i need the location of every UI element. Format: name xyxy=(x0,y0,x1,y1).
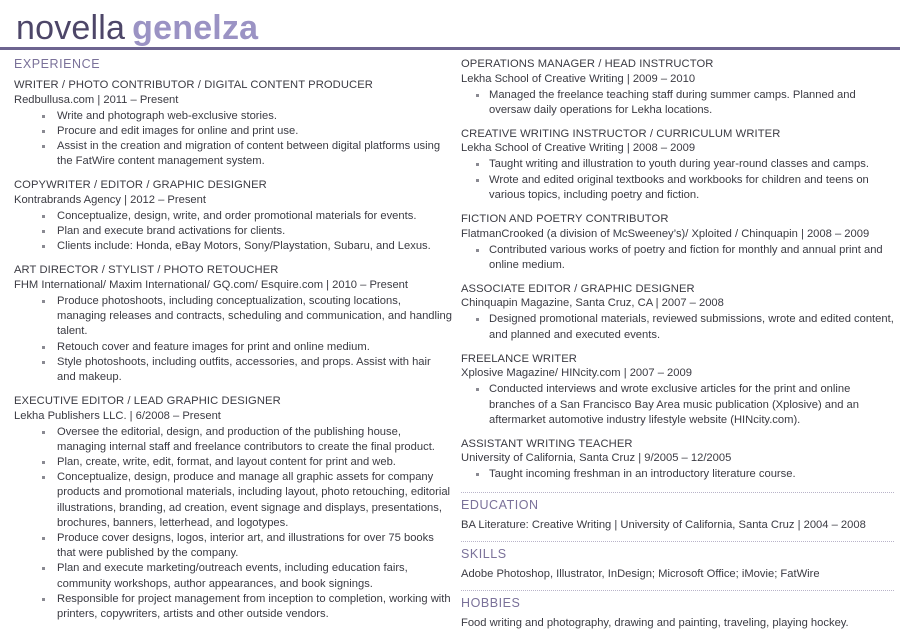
experience-entry xyxy=(461,282,894,343)
entry-bullet-list xyxy=(14,109,452,170)
entry-job-title: EXECUTIVE EDITOR / LEAD GRAPHIC DESIGNER xyxy=(14,395,281,408)
entry-bullet-list xyxy=(14,294,452,385)
entry-organization-dates: Xplosive Magazine/ HINcity.com | 2007 – 2009 xyxy=(461,367,692,380)
entry-bullet-list xyxy=(461,88,894,118)
entry-job-title: FREELANCE WRITER xyxy=(461,352,577,365)
first-name: novella xyxy=(16,9,126,47)
entry-organization-dates: Lekha Publishers LLC. | 6/2008 – Present xyxy=(14,409,221,422)
resume-header xyxy=(0,0,900,47)
entry-bullet: Produce cover designs, logos, interior art, and illustrations for over 75 books that were published by the company. xyxy=(14,531,452,561)
candidate-name xyxy=(16,8,900,48)
entry-bullet: Clients include: Honda, eBay Motors, Sony/Playstation, Subaru, and Lexus. xyxy=(14,239,452,254)
resume-body xyxy=(0,50,900,635)
experience-entry xyxy=(461,437,894,483)
entry-job-title: COPYWRITER / EDITOR / GRAPHIC DESIGNER xyxy=(14,179,267,192)
entry-organization-dates: Redbullusa.com | 2011 – Present xyxy=(14,93,179,106)
entry-bullet: Contributed various works of poetry and fiction for monthly and annual print and online medium. xyxy=(461,243,894,273)
entry-job-title: WRITER / PHOTO CONTRIBUTOR / DIGITAL CONTENT PRODUCER xyxy=(14,79,373,91)
entry-bullet: Style photoshoots, including outfits, accessories, and props. Assist with hair and makeup. xyxy=(14,355,452,385)
right-column xyxy=(452,57,900,635)
entry-job-title: OPERATIONS MANAGER / HEAD INSTRUCTOR xyxy=(461,58,714,70)
entry-bullet: Produce photoshoots, including conceptualization, scouting locations, managing releases and contracts, scheduling and communication, and handling talent. xyxy=(14,294,452,340)
entry-bullet: Oversee the editorial, design, and production of the publishing house, managing internal staff and freelance contributors to create the final product. xyxy=(14,425,452,455)
experience-entries-right xyxy=(461,57,894,483)
section-title-experience: EXPERIENCE xyxy=(14,57,101,71)
entry-job-title: CREATIVE WRITING INSTRUCTOR / CURRICULUM WRITER xyxy=(461,127,781,140)
entry-bullet: Taught writing and illustration to youth during year-round classes and camps. xyxy=(461,157,894,172)
entry-bullet: Retouch cover and feature images for print and online medium. xyxy=(14,340,452,355)
entry-job-title: ART DIRECTOR / STYLIST / PHOTO RETOUCHER xyxy=(14,264,279,277)
entry-bullet: Conceptualize, design, produce and manage all graphic assets for company products and promotional materials, including layout, photo retouching, editorial illustrations, branding, ad creation, event signage and displays, presentations, brochures, banners, letterhead, and logotypes. xyxy=(14,470,452,531)
entry-bullet: Plan, create, write, edit, format, and layout content for print and web. xyxy=(14,455,452,470)
entry-bullet: Conceptualize, design, write, and order promotional materials for events. xyxy=(14,209,452,224)
experience-entry xyxy=(14,394,452,622)
entry-bullet: Procure and edit images for online and print use. xyxy=(14,124,452,139)
hobbies-text: Food writing and photography, drawing and painting, traveling, playing hockey. xyxy=(461,617,849,630)
entry-bullet-list xyxy=(461,382,894,428)
entry-bullet: Designed promotional materials, reviewed submissions, wrote and edited content, and planned and executed events. xyxy=(461,312,894,342)
experience-entry xyxy=(14,178,452,254)
experience-entry xyxy=(461,127,894,203)
last-name: genelza xyxy=(132,9,259,47)
skills-text: Adobe Photoshop, Illustrator, InDesign; Microsoft Office; iMovie; FatWire xyxy=(461,567,820,580)
entry-organization-dates: Chinquapin Magazine, Santa Cruz, CA | 2007 – 2008 xyxy=(461,297,724,310)
entry-job-title: FICTION AND POETRY CONTRIBUTOR xyxy=(461,213,669,226)
entry-organization-dates: FlatmanCrooked (a division of McSweeney’s)/ Xploited / Chinquapin | 2008 – 2009 xyxy=(461,227,870,240)
entry-bullet: Plan and execute marketing/outreach events, including education fairs, community workshops, author appearances, and book signings. xyxy=(14,561,452,591)
entry-bullet: Managed the freelance teaching staff during summer camps. Planned and oversaw daily operations for Lekha locations. xyxy=(461,88,894,118)
entry-bullet-list xyxy=(14,425,452,623)
entry-bullet: Plan and execute brand activations for clients. xyxy=(14,224,452,239)
entry-bullet: Taught incoming freshman in an introductory literature course. xyxy=(461,467,894,482)
experience-entry xyxy=(461,352,894,428)
entry-bullet-list xyxy=(461,243,894,273)
entry-bullet: Responsible for project management from inception to completion, working with printers, copywriters, artists and other outside vendors. xyxy=(14,592,452,622)
entry-organization-dates: University of California, Santa Cruz | 9/2005 – 12/2005 xyxy=(461,452,732,465)
experience-entry xyxy=(461,57,894,118)
experience-entries-left xyxy=(14,78,452,622)
experience-entry xyxy=(14,263,452,385)
education-text: BA Literature: Creative Writing | University of California, Santa Cruz | 2004 – 2008 xyxy=(461,518,866,531)
entry-bullet: Conducted interviews and wrote exclusive articles for the print and online branches of a San Francisco Bay Area music publication (Xplosive) and an aftermarket automotive industry lifestyle website (HINcity.com). xyxy=(461,382,894,428)
entry-organization-dates: FHM International/ Maxim International/ GQ.com/ Esquire.com | 2010 – Present xyxy=(14,278,409,291)
experience-entry xyxy=(461,212,894,273)
section-title-hobbies: HOBBIES xyxy=(461,590,894,610)
entry-bullet-list xyxy=(461,157,894,203)
entry-organization-dates: Lekha School of Creative Writing | 2008 – 2009 xyxy=(461,142,696,155)
entry-bullet: Write and photograph web-exclusive stories. xyxy=(14,109,452,124)
entry-bullet-list xyxy=(461,467,894,482)
experience-entry xyxy=(14,78,452,169)
section-title-education: EDUCATION xyxy=(461,492,894,512)
entry-job-title: ASSISTANT WRITING TEACHER xyxy=(461,437,633,450)
left-column xyxy=(0,57,452,631)
entry-bullet-list xyxy=(14,209,452,255)
entry-organization-dates: Kontrabrands Agency | 2012 – Present xyxy=(14,193,206,206)
section-title-skills: SKILLS xyxy=(461,541,894,561)
entry-bullet: Assist in the creation and migration of content between digital platforms using the FatWire content management system. xyxy=(14,139,452,169)
entry-bullet-list xyxy=(461,312,894,342)
entry-bullet: Wrote and edited original textbooks and workbooks for children and teens on various topics, including poetry and fiction. xyxy=(461,173,894,203)
entry-job-title: ASSOCIATE EDITOR / GRAPHIC DESIGNER xyxy=(461,282,695,295)
entry-organization-dates: Lekha School of Creative Writing | 2009 – 2010 xyxy=(461,72,696,85)
